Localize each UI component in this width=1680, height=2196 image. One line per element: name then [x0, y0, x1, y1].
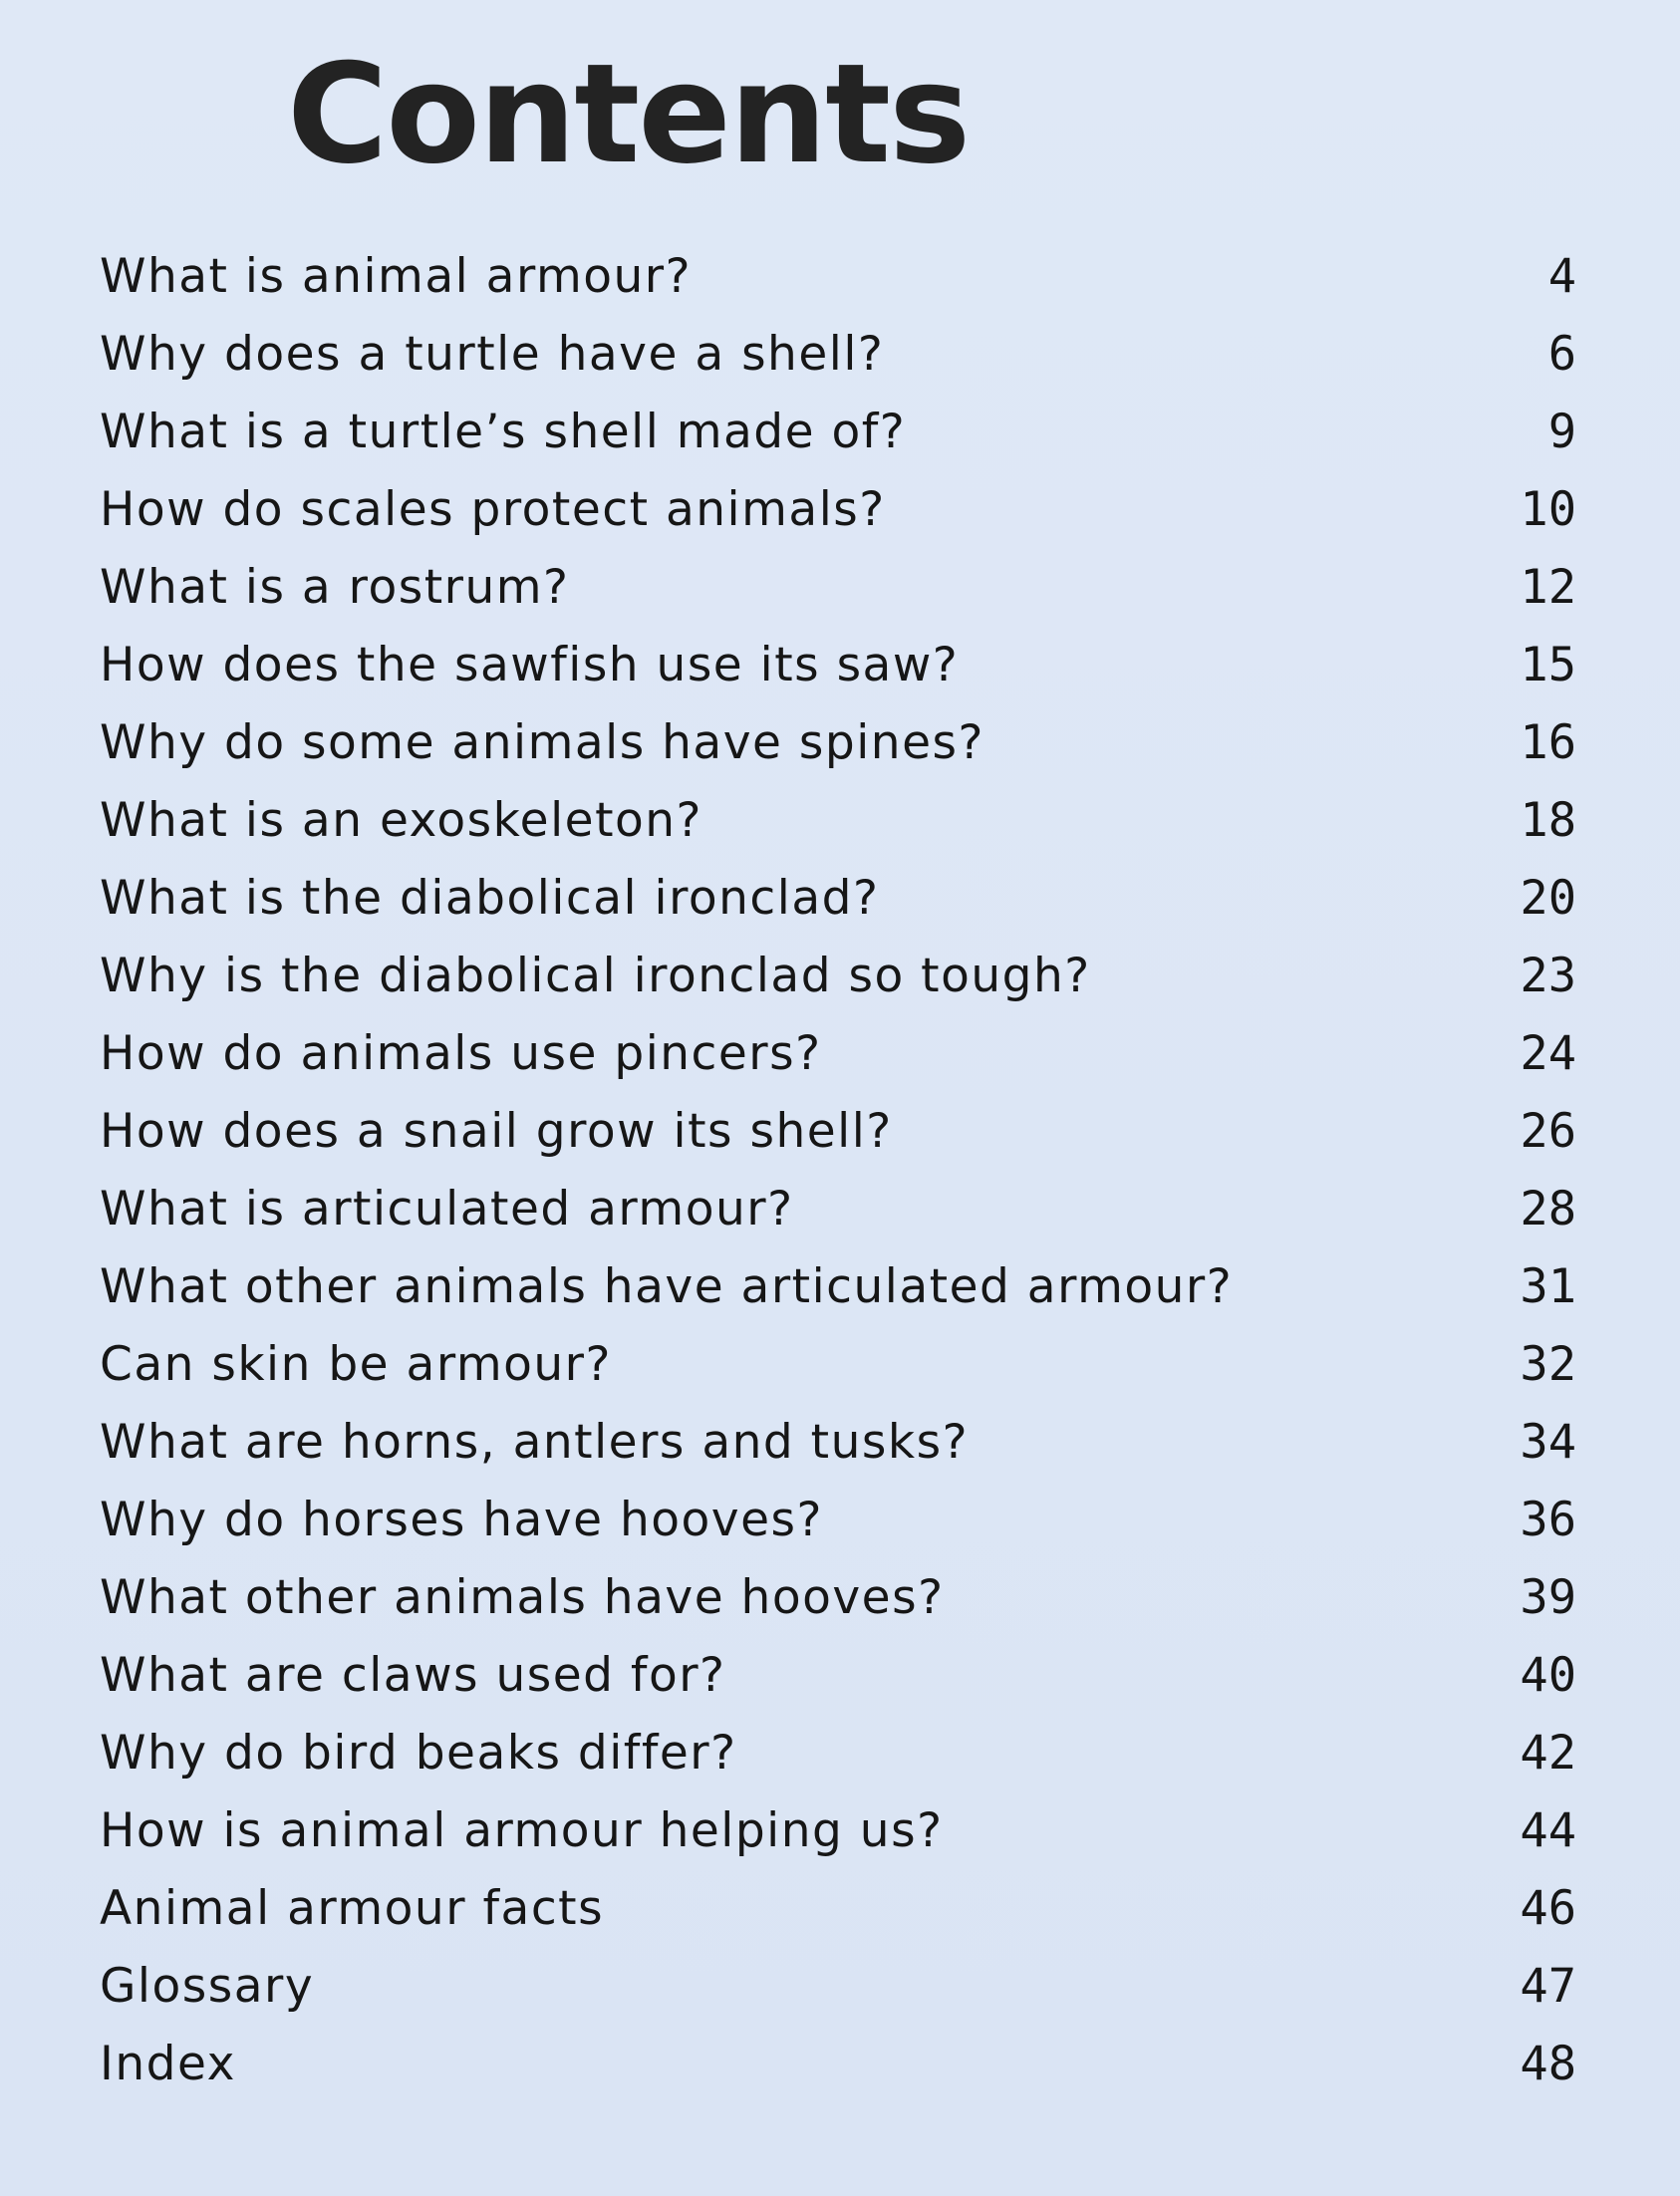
- toc-entry-title: What is a rostrum?: [100, 559, 570, 615]
- table-of-contents: [100, 237, 1576, 2102]
- toc-entry-title: What other animals have hooves?: [100, 1569, 945, 1625]
- toc-entry-title: Why do horses have hooves?: [100, 1492, 823, 1547]
- toc-entry-title: What are claws used for?: [100, 1647, 726, 1703]
- toc-entry-page-number: 48: [1520, 2036, 1576, 2091]
- toc-entry-page-number: 40: [1520, 1647, 1576, 1703]
- toc-entry-page-number: 39: [1520, 1569, 1576, 1625]
- toc-entry-page-number: 12: [1520, 559, 1576, 615]
- toc-entry-page-number: 44: [1520, 1802, 1576, 1858]
- toc-entry: [100, 1170, 1576, 1247]
- toc-entry: [100, 703, 1576, 781]
- toc-entry-title: Why does a turtle have a shell?: [100, 326, 885, 382]
- toc-entry-page-number: 36: [1520, 1492, 1576, 1547]
- toc-entry-page-number: 16: [1520, 714, 1576, 770]
- toc-entry-page-number: 46: [1520, 1880, 1576, 1936]
- toc-entry-title: How is animal armour helping us?: [100, 1802, 944, 1858]
- toc-entry: [100, 1558, 1576, 1636]
- toc-entry-title: What other animals have articulated armour?: [100, 1258, 1234, 1314]
- toc-entry: [100, 237, 1576, 315]
- toc-entry-title: What is articulated armour?: [100, 1181, 794, 1236]
- toc-entry-page-number: 32: [1520, 1336, 1576, 1392]
- toc-entry-page-number: 31: [1520, 1258, 1576, 1314]
- toc-entry-page-number: 34: [1520, 1414, 1576, 1470]
- toc-entry-title: Animal armour facts: [100, 1880, 605, 1936]
- toc-entry: [100, 1014, 1576, 1092]
- toc-entry-page-number: 9: [1547, 404, 1576, 459]
- toc-entry-page-number: 20: [1520, 870, 1576, 926]
- toc-entry: [100, 1947, 1576, 2025]
- toc-entry-page-number: 42: [1520, 1725, 1576, 1781]
- toc-entry: [100, 859, 1576, 937]
- toc-entry: [100, 315, 1576, 393]
- toc-entry: [100, 1791, 1576, 1869]
- toc-entry-title: Why do some animals have spines?: [100, 714, 984, 770]
- toc-entry-page-number: 10: [1520, 481, 1576, 537]
- toc-entry-page-number: 4: [1547, 248, 1576, 304]
- toc-entry-title: How does a snail grow its shell?: [100, 1103, 893, 1159]
- toc-entry: [100, 1403, 1576, 1481]
- toc-entry-page-number: 23: [1520, 948, 1576, 1003]
- toc-entry-title: What is the diabolical ironclad?: [100, 870, 880, 926]
- toc-entry: [100, 1325, 1576, 1403]
- toc-entry-title: What is a turtle’s shell made of?: [100, 404, 907, 459]
- toc-entry-page-number: 6: [1547, 326, 1576, 382]
- toc-entry-page-number: 28: [1520, 1181, 1576, 1236]
- toc-entry: [100, 548, 1576, 626]
- page-title: Contents: [287, 34, 970, 194]
- toc-entry-title: What is an exoskeleton?: [100, 792, 702, 848]
- toc-entry: [100, 1869, 1576, 1947]
- toc-entry: [100, 1636, 1576, 1714]
- toc-entry: [100, 1092, 1576, 1170]
- toc-entry-title: How do animals use pincers?: [100, 1025, 822, 1081]
- toc-entry-title: Why do bird beaks differ?: [100, 1725, 737, 1781]
- toc-entry-page-number: 47: [1520, 1958, 1576, 2014]
- toc-entry-title: How do scales protect animals?: [100, 481, 886, 537]
- toc-entry-page-number: 15: [1520, 637, 1576, 692]
- toc-entry-title: What are horns, antlers and tusks?: [100, 1414, 970, 1470]
- toc-entry-title: How does the sawfish use its saw?: [100, 637, 960, 692]
- toc-entry-page-number: 24: [1520, 1025, 1576, 1081]
- toc-entry: [100, 1247, 1576, 1325]
- toc-entry-title: Why is the diabolical ironclad so tough?: [100, 948, 1091, 1003]
- toc-entry: [100, 393, 1576, 470]
- toc-entry: [100, 781, 1576, 859]
- toc-entry: [100, 626, 1576, 703]
- toc-entry: [100, 1481, 1576, 1558]
- toc-entry-title: Can skin be armour?: [100, 1336, 612, 1392]
- toc-entry-title: What is animal armour?: [100, 248, 693, 304]
- toc-entry-page-number: 18: [1520, 792, 1576, 848]
- toc-entry: [100, 937, 1576, 1014]
- toc-entry: [100, 1714, 1576, 1791]
- toc-entry-title: Index: [100, 2036, 236, 2091]
- toc-entry-title: Glossary: [100, 1958, 315, 2014]
- toc-entry-page-number: 26: [1520, 1103, 1576, 1159]
- toc-entry: [100, 470, 1576, 548]
- toc-entry: [100, 2025, 1576, 2102]
